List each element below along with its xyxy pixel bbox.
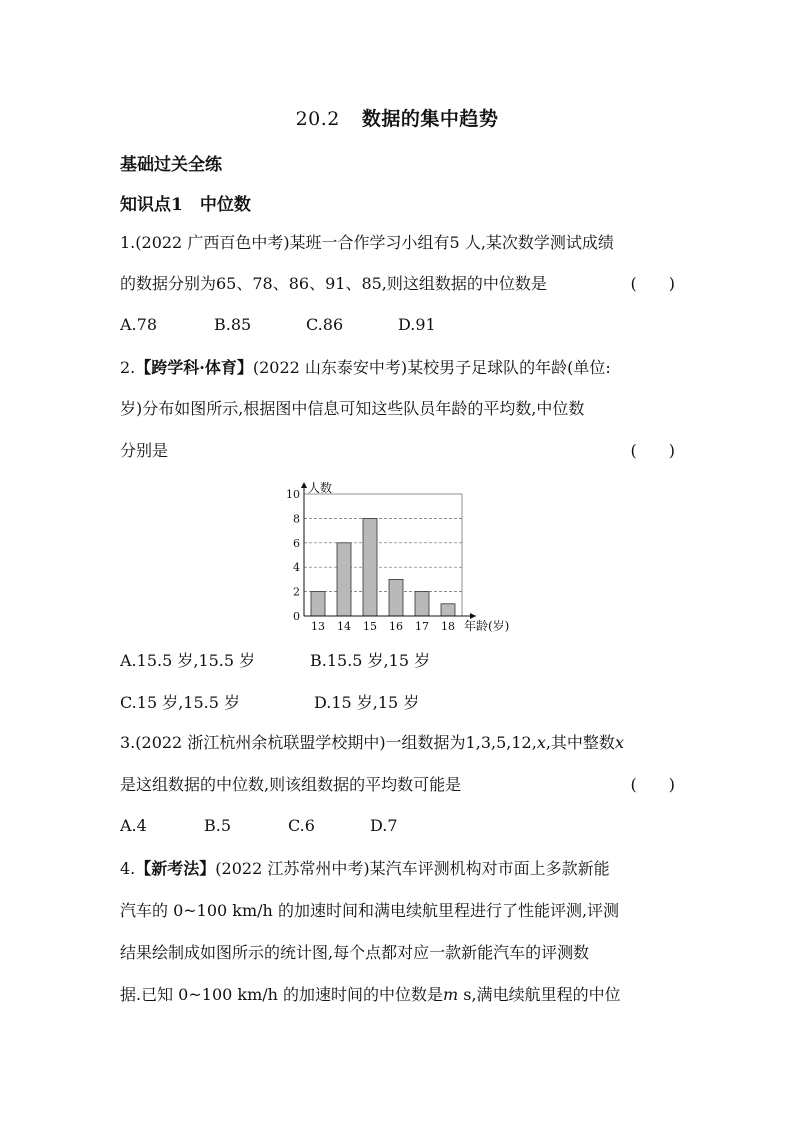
q2-option-a: A.15.5 岁,15.5 岁 xyxy=(120,651,256,670)
q4-line4-b: s,满电续航里程的中位 xyxy=(458,985,621,1004)
q2-options-row1 xyxy=(120,648,430,671)
section-title: 数据的集中趋势 xyxy=(361,108,499,130)
q3-line2 xyxy=(120,774,675,796)
bar-17 xyxy=(415,592,429,616)
q4-line1-text: (2022 江苏常州中考)某汽车评测机构对市面上多款新能 xyxy=(215,859,610,878)
y-tick-label: 4 xyxy=(293,561,300,575)
section-number: 20.2 xyxy=(295,108,340,130)
bar-16 xyxy=(389,579,403,616)
x-tick-label: 17 xyxy=(415,620,429,633)
q3-var-x2: x xyxy=(614,733,624,752)
bar-14 xyxy=(337,543,351,616)
q3-line2-text: 是这组数据的中位数,则该组数据的平均数可能是 xyxy=(120,775,462,794)
q1-options xyxy=(120,315,436,334)
q1-line1: 1.(2022 广西百色中考)某班一合作学习小组有5 人,某次数学测试成绩 xyxy=(120,233,614,252)
bar-15 xyxy=(363,518,377,616)
q2-tag: 【跨学科·体育】 xyxy=(135,358,253,377)
q3-var-x: x xyxy=(536,733,546,752)
q1-option-d: D.91 xyxy=(398,315,436,334)
q1-option-a: A.78 xyxy=(120,315,157,334)
age-bar-chart xyxy=(280,474,520,634)
q4-line1 xyxy=(120,858,675,880)
chart-axes xyxy=(301,482,476,619)
q3-options xyxy=(120,816,398,835)
q1-option-c: C.86 xyxy=(306,315,344,334)
q2-option-d: D.15 岁,15 岁 xyxy=(314,693,420,712)
y-tick-label: 8 xyxy=(293,512,300,526)
q3-answer-paren: ( ) xyxy=(630,775,675,794)
x-tick-label: 13 xyxy=(311,620,325,633)
q2-answer-paren: ( ) xyxy=(630,441,675,460)
q1-line2-text: 的数据分别为65、78、86、91、85,则这组数据的中位数是 xyxy=(120,274,547,293)
q1-option-b: B.85 xyxy=(214,315,252,334)
q2-line1 xyxy=(120,357,675,379)
q2-line3-text: 分别是 xyxy=(120,441,169,460)
chart-grid xyxy=(304,494,462,616)
bar-13 xyxy=(311,592,325,616)
x-tick-label: 14 xyxy=(337,620,351,633)
page-title xyxy=(0,104,794,131)
q2-option-b: B.15.5 岁,15 岁 xyxy=(310,651,431,670)
x-tick-label: 16 xyxy=(389,620,403,633)
y-axis-arrow xyxy=(301,482,307,488)
q2-options-row2 xyxy=(120,690,419,713)
bar-18 xyxy=(441,604,455,616)
q4-line2: 汽车的 0~100 km/h 的加速时间和满电续航里程进行了性能评测,评测 xyxy=(120,901,620,920)
y-tick-label: 6 xyxy=(293,536,300,550)
q3-line1-a: 3.(2022 浙江杭州余杭联盟学校期中)一组数据为1,3,5,12, xyxy=(120,733,537,752)
y-tick-label: 0 xyxy=(293,610,300,623)
q2-prefix: 2. xyxy=(120,358,136,377)
x-tick-label: 15 xyxy=(363,620,377,633)
q4-line4-a: 据.已知 0~100 km/h 的加速时间的中位数是 xyxy=(120,985,444,1004)
q2-line3 xyxy=(120,440,675,462)
knowledge-point-heading: 知识点1 中位数 xyxy=(120,195,251,215)
q4-tag: 【新考法】 xyxy=(135,859,216,878)
q4-line4 xyxy=(120,984,675,1006)
q3-option-d: D.7 xyxy=(370,816,398,835)
section-heading-basic: 基础过关全练 xyxy=(120,155,222,175)
q2-line1-text: (2022 山东泰安中考)某校男子足球队的年龄(单位: xyxy=(252,358,611,377)
q4-prefix: 4. xyxy=(120,859,136,878)
q4-var-m: m xyxy=(443,985,459,1004)
q3-option-b: B.5 xyxy=(204,816,232,835)
chart-bars xyxy=(311,518,455,616)
y-axis-title: 人数 xyxy=(308,481,333,495)
y-tick-label: 10 xyxy=(286,488,300,501)
chart-frame xyxy=(304,494,462,616)
q2-option-c: C.15 岁,15.5 岁 xyxy=(120,693,241,712)
q4-line3: 结果绘制成如图所示的统计图,每个点都对应一款新能汽车的评测数 xyxy=(120,943,590,962)
y-tick-label: 2 xyxy=(293,585,300,599)
q3-option-a: A.4 xyxy=(120,816,147,835)
x-axis-title: 年龄(岁) xyxy=(464,619,510,633)
x-tick-label: 18 xyxy=(441,620,455,633)
q1-line2 xyxy=(120,273,675,295)
q3-line1 xyxy=(120,732,675,754)
q3-option-c: C.6 xyxy=(288,816,315,835)
q3-line1-b: ,其中整数 xyxy=(545,733,615,752)
q1-answer-paren: ( ) xyxy=(630,274,675,293)
q2-line2: 岁)分布如图所示,根据图中信息可知这些队员年龄的平均数,中位数 xyxy=(120,399,585,418)
